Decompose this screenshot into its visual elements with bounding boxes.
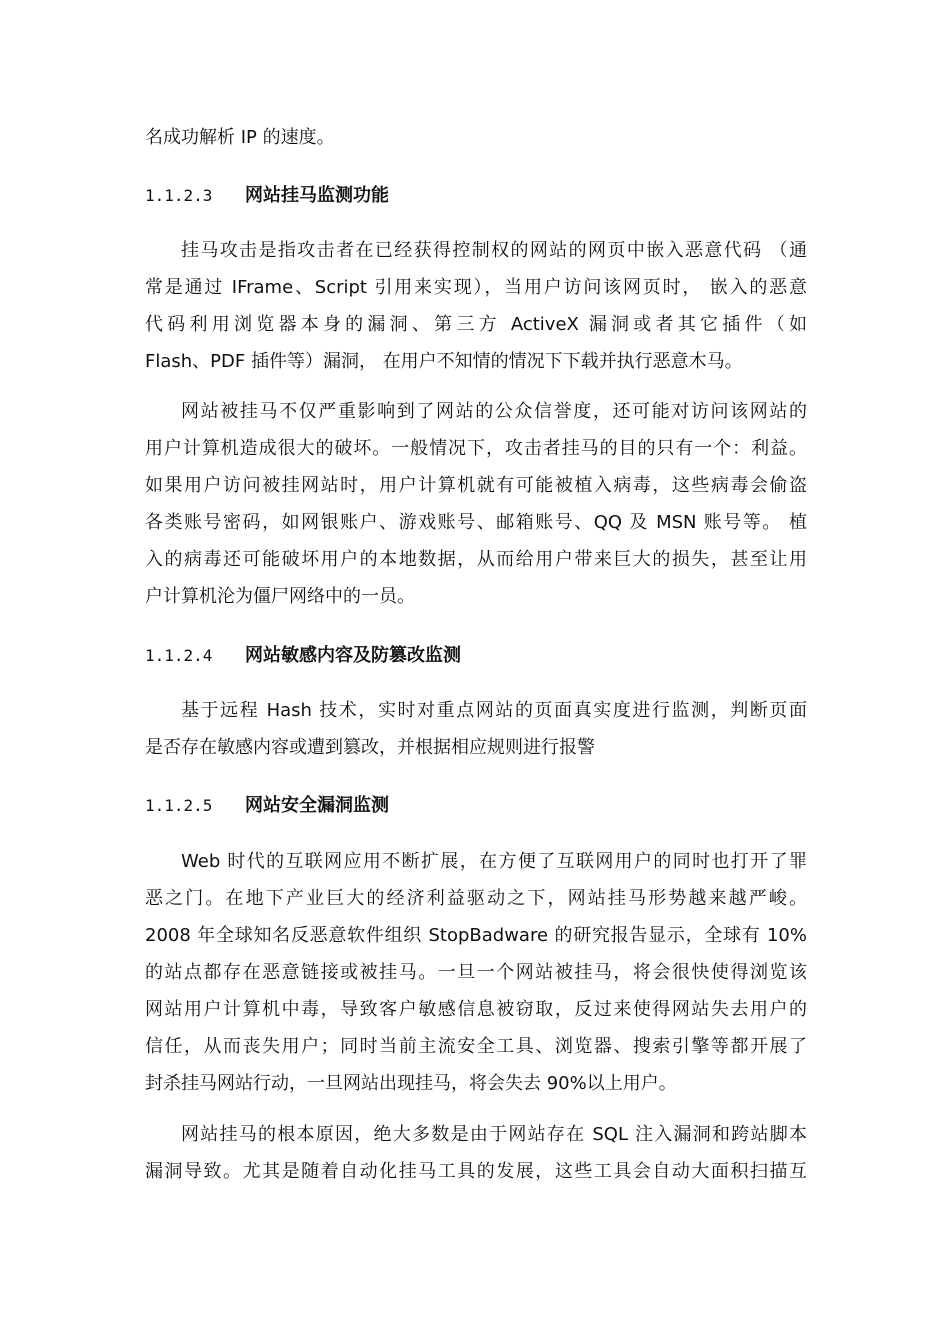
section-title: 网站挂马监测功能 — [245, 185, 389, 206]
paragraph-line: 的站点都存在恶意链接或被挂马。一旦一个网站被挂马，将会很快使得浏览该 — [145, 962, 807, 983]
paragraph-line: 2008 年全球知名反恶意软件组织 StopBadware 的研究报告显示，全球有 10% — [145, 925, 807, 946]
paragraph-line: 信任，从而丧失用户；同时当前主流安全工具、浏览器、搜索引擎等都开展了 — [145, 1036, 807, 1057]
section-number: 1.1.2.3 — [145, 186, 213, 205]
section-heading — [145, 791, 389, 821]
paragraph-line: 常是通过 IFrame、Script 引用来实现），当用户访问该网页时， 嵌入的恶意 — [145, 277, 807, 298]
paragraph-line: 网站用户计算机中毒，导致客户敏感信息被窃取，反过来使得网站失去用户的 — [145, 999, 807, 1020]
paragraph-line: 封杀挂马网站行动，一旦网站出现挂马，将会失去 90%以上用户。 — [145, 1073, 677, 1094]
paragraph-line: 网站挂马的根本原因，绝大多数是由于网站存在 SQL 注入漏洞和跨站脚本 — [181, 1124, 807, 1145]
section-title: 网站敏感内容及防篡改监测 — [245, 645, 461, 666]
section-heading — [145, 641, 461, 671]
section-number: 1.1.2.4 — [145, 646, 213, 665]
section-title: 网站安全漏洞监测 — [245, 795, 389, 816]
paragraph-line: 入的病毒还可能破坏用户的本地数据，从而给用户带来巨大的损失，甚至让用 — [145, 549, 807, 570]
paragraph-line: 网站被挂马不仅严重影响到了网站的公众信誉度，还可能对访问该网站的 — [181, 401, 807, 422]
paragraph-line: 是否存在敏感内容或遭到篡改，并根据相应规则进行报警 — [145, 737, 595, 758]
paragraph-line: 恶之门。在地下产业巨大的经济利益驱动之下，网站挂马形势越来越严峻。 — [145, 888, 807, 909]
paragraph-line: 各类账号密码，如网银账户、游戏账号、邮箱账号、QQ 及 MSN 账号等。 植 — [145, 512, 807, 533]
paragraph-line: 基于远程 Hash 技术，实时对重点网站的页面真实度进行监测，判断页面 — [181, 700, 807, 721]
paragraph-line: 用户计算机造成很大的破坏。一般情况下，攻击者挂马的目的只有一个：利益。 — [145, 438, 807, 459]
paragraph-line: 户计算机沦为僵尸网络中的一员。 — [145, 586, 415, 607]
paragraph-line: 代码利用浏览器本身的漏洞、第三方 ActiveX 漏洞或者其它插件（如 — [145, 314, 807, 335]
paragraph-line: 名成功解析 IP 的速度。 — [145, 127, 335, 148]
paragraph-line: 挂马攻击是指攻击者在已经获得控制权的网站的网页中嵌入恶意代码 （通 — [181, 240, 807, 261]
section-number: 1.1.2.5 — [145, 796, 213, 815]
paragraph-line: 漏洞导致。尤其是随着自动化挂马工具的发展，这些工具会自动大面积扫描互 — [145, 1161, 807, 1182]
section-heading — [145, 181, 389, 211]
paragraph-line: Flash、PDF 插件等）漏洞， 在用户不知情的情况下下载并执行恶意木马。 — [145, 351, 743, 372]
paragraph-line: 如果用户访问被挂网站时，用户计算机就有可能被植入病毒，这些病毒会偷盗 — [145, 475, 807, 496]
paragraph-line: Web 时代的互联网应用不断扩展，在方便了互联网用户的同时也打开了罪 — [181, 851, 807, 872]
